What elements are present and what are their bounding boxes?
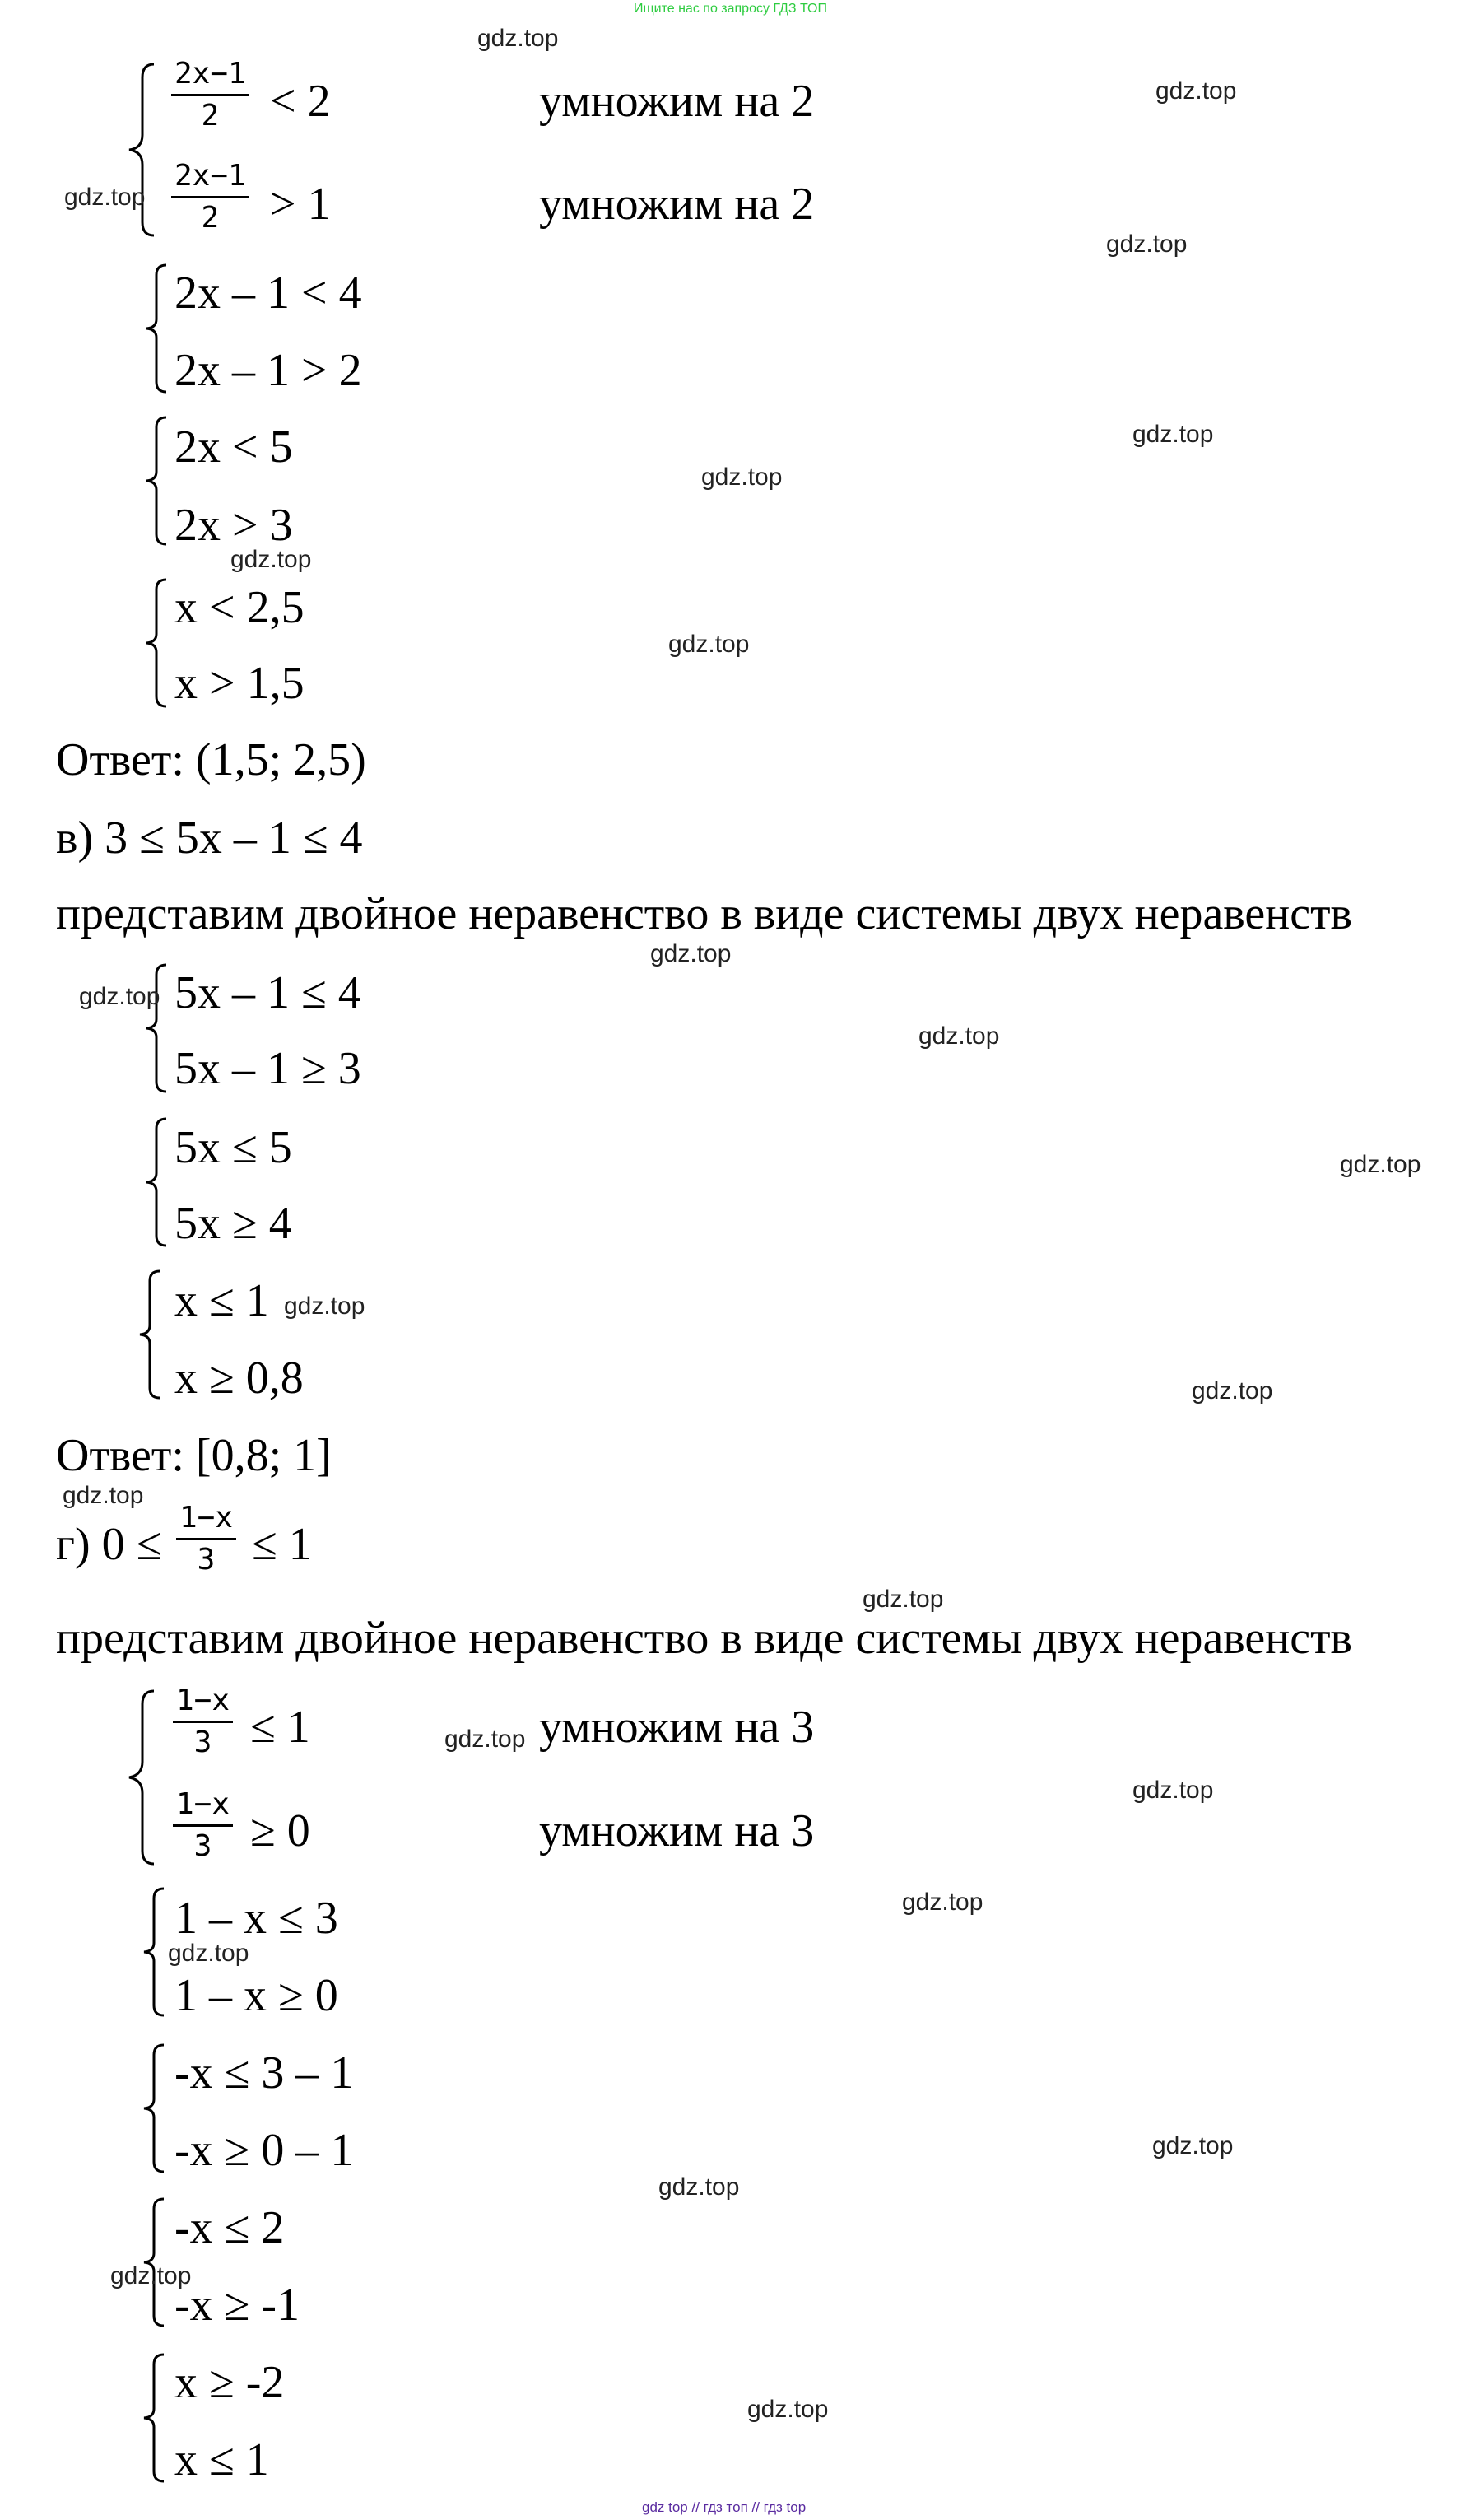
brace [136, 2351, 177, 2485]
fraction: 2x−1 2 [171, 59, 249, 131]
watermark: gdz.top [284, 1293, 365, 1320]
answer: Ответ: (1,5; 2,5) [56, 734, 366, 785]
inequality: 2x > 3 [174, 500, 293, 551]
brace [138, 262, 179, 395]
step-note: умножим на 3 [539, 1702, 815, 1753]
watermark: gdz.top [1152, 2132, 1234, 2159]
bottom-banner[interactable]: gdz top // гдз топ // гдз top [642, 2499, 807, 2515]
watermark: gdz.top [64, 184, 146, 211]
intro-text: представим двойное неравенство в виде системы двух неравенств [56, 888, 1352, 939]
watermark: gdz.top [477, 25, 559, 52]
inequality: 5x ≥ 4 [174, 1198, 292, 1249]
relation: > 1 [270, 179, 331, 230]
watermark: gdz.top [230, 546, 312, 573]
problem-label: в) 3 ≤ 5x – 1 ≤ 4 [56, 813, 363, 864]
inequality: x > 1,5 [174, 658, 305, 709]
inequality: 5x – 1 ≥ 3 [174, 1043, 361, 1094]
watermark: gdz.top [902, 1889, 983, 1916]
inequality: 2x – 1 > 2 [174, 345, 362, 396]
relation: < 2 [270, 76, 331, 127]
watermark: gdz.top [918, 1022, 1000, 1050]
brace [138, 414, 179, 547]
inequality: x ≤ 1 [174, 1275, 269, 1326]
brace [138, 962, 179, 1095]
inequality: -x ≥ 0 – 1 [174, 2125, 354, 2176]
intro-text: представим двойное неравенство в виде системы двух неравенств [56, 1613, 1352, 1664]
inequality: 1 – x ≤ 3 [174, 1893, 338, 1944]
inequality: -x ≤ 3 – 1 [174, 2047, 354, 2098]
fraction: 2x−1 2 [171, 161, 249, 233]
watermark: gdz.top [1155, 77, 1237, 105]
inequality: 5x ≤ 5 [174, 1122, 292, 1173]
watermark: gdz.top [1132, 1777, 1214, 1804]
watermark: gdz.top [1192, 1377, 1273, 1404]
step-note: умножим на 2 [539, 179, 815, 230]
watermark: gdz.top [747, 2396, 829, 2423]
watermark: gdz.top [1340, 1151, 1421, 1178]
watermark: gdz.top [444, 1726, 526, 1753]
watermark: gdz.top [63, 1482, 144, 1509]
problem-label: г) 0 ≤ [56, 1519, 162, 1570]
inequality: x ≤ 1 [174, 2434, 269, 2485]
relation: ≤ 1 [252, 1519, 312, 1570]
inequality: x ≥ 0,8 [174, 1353, 304, 1404]
inequality: x < 2,5 [174, 582, 305, 633]
watermark: gdz.top [701, 463, 783, 491]
step-note: умножим на 2 [539, 76, 815, 127]
watermark: gdz.top [658, 2173, 740, 2201]
inequality: 2x – 1 < 4 [174, 268, 362, 319]
watermark: gdz.top [1106, 231, 1188, 258]
inequality: -x ≥ -1 [174, 2280, 300, 2331]
brace [119, 1686, 169, 1869]
brace [119, 59, 169, 240]
inequality: 2x < 5 [174, 422, 293, 473]
inequality: 1 – x ≥ 0 [174, 1970, 338, 2021]
inequality: -x ≤ 2 [174, 2202, 285, 2253]
fraction: 1−x 3 [173, 1790, 233, 1861]
watermark: gdz.top [668, 631, 750, 658]
watermark: gdz.top [650, 940, 732, 967]
watermark: gdz.top [1132, 421, 1214, 448]
brace [136, 2042, 177, 2175]
watermark: gdz.top [863, 1586, 944, 1613]
watermark: gdz.top [79, 983, 160, 1010]
fraction: 1−x 3 [173, 1686, 233, 1758]
brace [132, 1268, 173, 1401]
watermark: gdz.top [110, 2262, 192, 2289]
inequality: 5x – 1 ≤ 4 [174, 967, 361, 1018]
top-banner[interactable]: Ищите нас по запросу ГДЗ ТОП [634, 2, 827, 16]
fraction: 1−x 3 [176, 1503, 236, 1575]
answer: Ответ: [0,8; 1] [56, 1430, 332, 1481]
inequality: x ≥ -2 [174, 2357, 285, 2408]
relation: ≤ 1 [250, 1702, 310, 1753]
brace [138, 576, 179, 710]
brace [138, 1116, 179, 1249]
watermark: gdz.top [168, 1940, 249, 1967]
step-note: умножим на 3 [539, 1805, 815, 1856]
relation: ≥ 0 [250, 1805, 310, 1856]
